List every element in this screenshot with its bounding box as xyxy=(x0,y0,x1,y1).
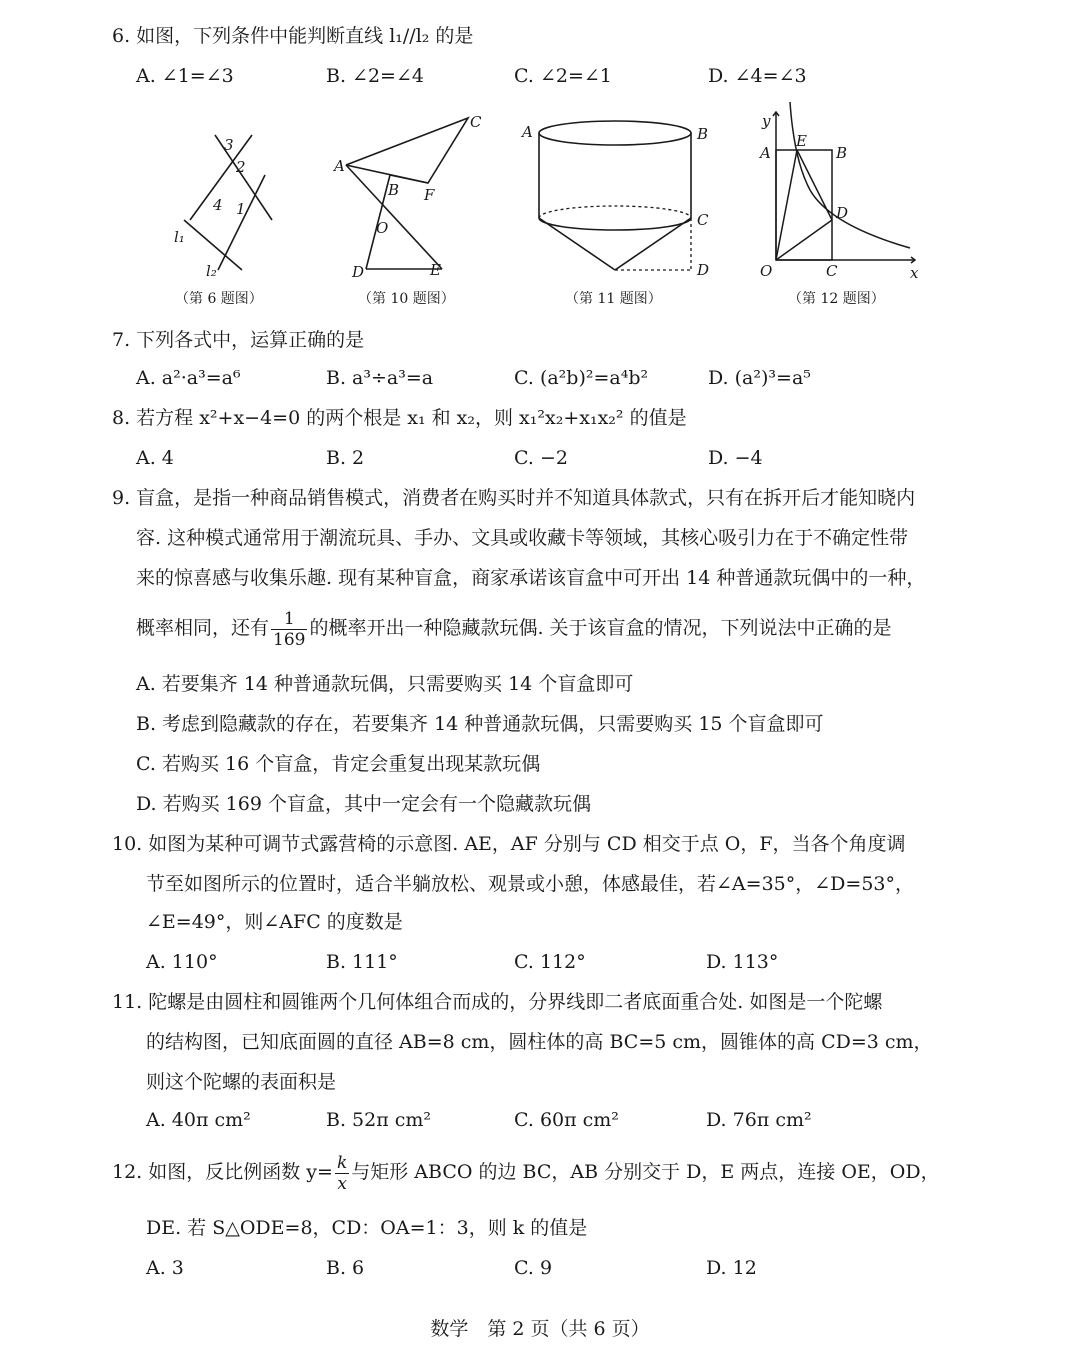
fig6-label-1: 1 xyxy=(236,200,246,218)
fig6-label-l1: l₁ xyxy=(174,228,185,246)
fig12-label-b: B xyxy=(836,144,848,162)
q8-option-d: D. −4 xyxy=(708,447,763,469)
q6-option-c: C. ∠2=∠1 xyxy=(514,65,612,87)
q9-line-2: 容. 这种模式通常用于潮流玩具、手办、文具或收藏卡等领域，其核心吸引力在于不确定性带 xyxy=(136,527,909,549)
q11-option-b: B. 52π cm² xyxy=(326,1109,432,1131)
q11-option-a: A. 40π cm² xyxy=(146,1109,251,1131)
fig12-label-o: O xyxy=(760,262,773,280)
q9-option-b: B. 考虑到隐藏款的存在，若要集齐 14 种普通款玩偶，只需要购买 15 个盲盒即可 xyxy=(136,713,824,735)
q11-line-1: 11. 陀螺是由圆柱和圆锥两个几何体组合而成的，分界线即二者底面重合处. 如图是一个陀螺 xyxy=(112,991,883,1013)
fig11-caption: （第 11 题图） xyxy=(565,291,662,307)
q6-option-d: D. ∠4=∠3 xyxy=(708,65,807,87)
q9-line-4 xyxy=(136,606,892,650)
q12-line-1-pre: 12. 如图，反比例函数 y= xyxy=(112,1161,333,1183)
q10-option-b: B. 111° xyxy=(326,951,398,973)
q12-option-b: B. 6 xyxy=(326,1257,365,1279)
fig12-label-x: x xyxy=(910,264,919,282)
fig12-label-e: E xyxy=(796,132,807,150)
q6-stem: 6. 如图，下列条件中能判断直线 l₁//l₂ 的是 xyxy=(112,25,474,47)
q10-option-d: D. 113° xyxy=(706,951,779,973)
fig12-label-y: y xyxy=(762,112,771,130)
figure-12 xyxy=(750,100,925,285)
q11-option-d: D. 76π cm² xyxy=(706,1109,812,1131)
fig12-label-a: A xyxy=(760,144,771,162)
fig6-caption: （第 6 题图） xyxy=(175,291,263,307)
q9-fraction-num: 1 xyxy=(271,609,307,630)
q9-fraction-den: 169 xyxy=(273,629,306,650)
figure-11 xyxy=(515,115,715,285)
fig6-label-l2: l₂ xyxy=(206,262,217,280)
q11-line-2: 的结构图，已知底面圆的直径 AB=8 cm，圆柱体的高 BC=5 cm，圆锥体的高 CD=3 cm， xyxy=(146,1031,933,1053)
q8-option-a: A. 4 xyxy=(136,447,174,469)
figure-6 xyxy=(160,120,290,290)
fig6-label-2: 2 xyxy=(236,158,246,176)
q9-option-a: A. 若要集齐 14 种普通款玩偶，只需要购买 14 个盲盒即可 xyxy=(136,673,634,695)
q8-stem: 8. 若方程 x²+x−4=0 的两个根是 x₁ 和 x₂，则 x₁²x₂+x₁x₂² 的值是 xyxy=(112,407,687,429)
fig10-label-c: C xyxy=(470,113,482,131)
fig10-label-o: O xyxy=(376,219,389,237)
q6-option-b: B. ∠2=∠4 xyxy=(326,65,424,87)
fig10-caption: （第 10 题图） xyxy=(358,291,455,307)
q9-line-4-pre: 概率相同，还有 xyxy=(136,617,270,639)
q12-fraction-num: k xyxy=(336,1152,348,1173)
fig6-label-3: 3 xyxy=(224,136,234,154)
q12-option-d: D. 12 xyxy=(706,1257,757,1279)
fig10-label-e: E xyxy=(430,261,441,279)
q7-option-b: B. a³÷a³=a xyxy=(326,367,434,389)
q9-option-d: D. 若购买 169 个盲盒，其中一定会有一个隐藏款玩偶 xyxy=(136,793,591,815)
fig12-label-c: C xyxy=(826,262,838,280)
q8-option-c: C. −2 xyxy=(514,447,568,469)
fig10-label-f: F xyxy=(424,186,435,204)
q12-line-1 xyxy=(112,1150,940,1194)
q8-option-b: B. 2 xyxy=(326,447,365,469)
q11-line-3: 则这个陀螺的表面积是 xyxy=(146,1071,337,1093)
q7-option-c: C. (a²b)²=a⁴b² xyxy=(514,367,649,389)
q7-option-a: A. a²·a³=a⁶ xyxy=(136,367,241,389)
fig11-label-a: A xyxy=(522,123,533,141)
q9-option-c: C. 若购买 16 个盲盒，肯定会重复出现某款玩偶 xyxy=(136,753,541,775)
q11-option-c: C. 60π cm² xyxy=(514,1109,619,1131)
q10-line-3: ∠E=49°，则∠AFC 的度数是 xyxy=(146,911,403,933)
q7-option-d: D. (a²)³=a⁵ xyxy=(708,367,811,389)
q12-line-1-post: 与矩形 ABCO 的边 BC，AB 分别交于 D，E 两点，连接 OE，OD， xyxy=(351,1161,940,1183)
fig11-label-d: D xyxy=(697,261,710,279)
q12-fraction-den: x xyxy=(337,1173,347,1194)
fig10-label-b: B xyxy=(388,181,400,199)
fig11-label-c: C xyxy=(697,211,709,229)
q12-fraction xyxy=(335,1153,349,1194)
q9-fraction xyxy=(271,609,307,650)
q10-line-1: 10. 如图为某种可调节式露营椅的示意图. AE，AF 分别与 CD 相交于点 O，F，当各个角度调 xyxy=(112,833,906,855)
q12-line-2: DE. 若 S△ODE=8，CD：OA=1：3，则 k 的值是 xyxy=(146,1217,588,1239)
fig6-label-4: 4 xyxy=(213,196,223,214)
q12-option-a: A. 3 xyxy=(146,1257,184,1279)
fig12-caption: （第 12 题图） xyxy=(788,291,885,307)
figure-10 xyxy=(330,105,490,285)
fig12-label-d: D xyxy=(836,204,849,222)
q9-line-3: 来的惊喜感与收集乐趣. 现有某种盲盒，商家承诺该盲盒中可开出 14 种普通款玩偶中的一种， xyxy=(136,567,926,589)
q6-option-a: A. ∠1=∠3 xyxy=(136,65,234,87)
q9-line-4-post: 的概率开出一种隐藏款玩偶. 关于该盲盒的情况，下列说法中正确的是 xyxy=(309,617,892,639)
q10-option-c: C. 112° xyxy=(514,951,586,973)
fig10-label-a: A xyxy=(334,157,345,175)
q10-line-2: 节至如图所示的位置时，适合半躺放松、观景或小憩，体感最佳，若∠A=35°，∠D=53°， xyxy=(146,873,914,895)
q12-option-c: C. 9 xyxy=(514,1257,553,1279)
q10-option-a: A. 110° xyxy=(146,951,218,973)
q7-stem: 7. 下列各式中，运算正确的是 xyxy=(112,329,365,351)
fig10-label-d: D xyxy=(352,263,365,281)
q9-line-1: 9. 盲盒，是指一种商品销售模式，消费者在购买时并不知道具体款式，只有在拆开后才能知晓内 xyxy=(112,487,916,509)
page-footer: 数学 第 2 页（共 6 页） xyxy=(430,1318,650,1340)
fig11-label-b: B xyxy=(697,125,709,143)
